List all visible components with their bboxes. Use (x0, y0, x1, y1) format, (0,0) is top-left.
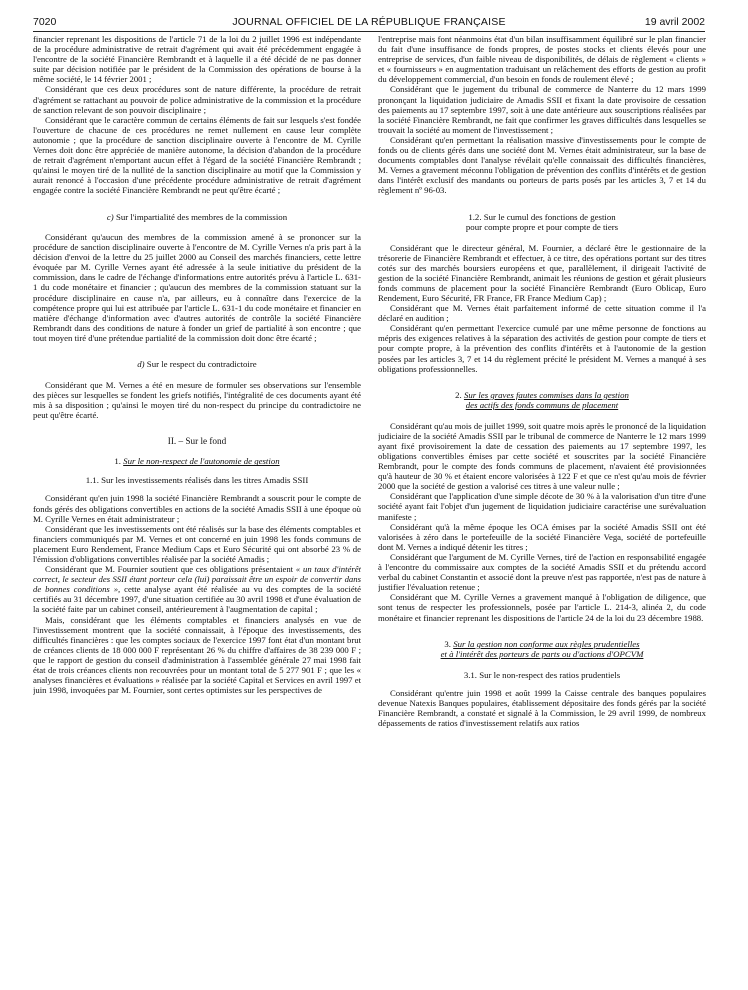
paragraph: Considérant qu'en permettant la réalisation massive d'investissements pour le compte de fonds ou de clients gérés dans une société dont M. Vernes était administrateur, sur la base de documents comptables dont l'analyse révélait qu'elle connaissait des difficultés financières, M. Vernes a gravement méconnu l'obligation de prévention des conflits d'intérêts et de gestion dans l'intérêt exclusif des mandants ou porteurs de parts posés par les articles 3, 7 et 14 du règlement nº 96-03. (378, 134, 706, 196)
paragraph: Considérant que les investissements ont été réalisés sur la base des éléments comptables et financiers communiqués par M. Vernes et ont concerné en juin 1998 les fonds communs de placement Euro Rendement, France Medium Caps et Euro Sécurité qui ont absorbé 23 % de l'émission d'obligations convertibles réalisée par la société Amadis ; (33, 523, 361, 564)
paragraph: financier reprenant les dispositions de l'article 71 de la loi du 2 juillet 1996 est indépendante de la procédure administrative de retrait d'agrément qui avait été précédemment engagée à l'encontre de la société Financière Rembrandt et à laquelle il a été décidé de ne pas donner suite par décision notifiée par le président de la Commission des opérations de bourse à la même société, le 14 février 2001 ; (33, 34, 361, 85)
paragraph: Considérant que M. Vernes a été en mesure de formuler ses observations sur l'ensemble des pièces sur lesquelles se fondent les griefs notifiés, l'intégralité de ces documents ayant été mis à sa disposition ; qu'ainsi le moyen tiré du non-respect du principe du contradictoire ne peut qu'être écarté. (33, 379, 361, 420)
heading-line: des actifs des fonds communs de placement (465, 400, 619, 411)
header-rule (33, 31, 705, 32)
heading-text: Sur l'impartialité des membres de la commission (115, 211, 288, 222)
paragraph: Considérant que l'application d'une simple décote de 30 % à la valorisation d'un titre d'une société ayant fait l'objet d'un jugement de liquidation judiciaire caractérise une surévaluation manifeste ; (378, 491, 706, 522)
paragraph: Considérant qu'à la même époque les OCA émises par la société Amadis SSII ont été valorisées à zéro dans le portefeuille de la société Financière Vega, société de portefeuille dont M. Vernes a indiqué détenir les titres ; (378, 521, 706, 552)
heading-text: Sur le non-respect de l'autonomie de gestion (123, 456, 280, 467)
heading-lead: d) (137, 359, 145, 370)
paragraph: Considérant qu'aucun des membres de la commission amené à se prononcer sur la procédure de sanction disciplinaire ouverte à l'encontre de M. Cyrille Vernes n'a pris part à la décision d'envoi de la lettre du 25 juillet 2000 au Conseil des marchés financiers, cette lettre évoquée par M. Cyrille Vernes ayant été adressée à la seule initiative du président de la commission, dans le cadre de l'échange d'informations entre autorités prévu à l'article L. 631-1 du code monétaire et financier ; qu'aucun des membres de la commission statuant sur la procédure disciplinaire en cause n'a, par ailleurs, eu à connaître dans l'exercice de la compétence propre qui lui est attribuée par l'article L. 631-1 du code monétaire et financier en matière d'échange d'information avec d'autres autorités de contrôle la société Financière Rembrandt dans des conditions de nature à fonder un grief de partialité à son encontre ; que tout moyen tiré d'une prétendue partialité de la commission doit donc être écarté ; (33, 232, 361, 343)
heading-line: Sur les graves fautes commises dans la gestion (463, 389, 629, 400)
quoted-text: « un taux d'intérêt correct, le secteur des SSII étant porteur cela (lui) paraissait être un espoir de convertir dans de bonnes conditions », (33, 564, 361, 595)
paragraph: Considérant que ces deux procédures sont de nature différente, la procédure de retrait d'agrément se rattachant au pouvoir de police administrative de la commission et la procédure de sanction relevant de son pouvoir disciplinaire ; (33, 84, 361, 115)
paragraph: Considérant qu'en juin 1998 la société Financière Rembrandt a souscrit pour le compte de fonds gérés des obligations convertibles en actions de la société Amadis SSII à une époque où M. Cyrille Vernes en était administrateur ; (33, 493, 361, 524)
section-heading-c (33, 212, 361, 223)
journal-title: JOURNAL OFFICIEL DE LA RÉPUBLIQUE FRANÇAISE (232, 16, 506, 28)
left-column (33, 34, 361, 984)
paragraph: Considérant que M. Cyrille Vernes a gravement manqué à l'obligation de diligence, que sont tenus de respecter les professionnels, posée par l'article L. 214-3, alinéa 2, du code monétaire et financier reprenant les dispositions de l'article 24 de la loi du 23 décembre 1988. (378, 592, 706, 623)
paragraph: Considérant que le caractère commun de certains éléments de fait sur lesquels s'est fondée l'ouverture de chacune de ces procédures ne remet nullement en cause leur complète autonomie ; que la procédure de sanction disciplinaire ouverte à l'encontre de M. Cyrille Vernes doit donc être appréciée de manière autonome, la décision d'abandon de la procédure de retrait d'agrément n'emportant aucun effet à l'égard de la société Financière Rembrandt ; qu'ainsi le moyen tiré de la nullité de la sanction disciplinaire au motif que la Commission y aurait renoncé à l'occasion d'une précédente procédure administrative de retrait d'agrément engagée contre la société Financière Rembrandt ne peut qu'être écarté ; (33, 114, 361, 196)
paragraph: Considérant que M. Vernes était parfaitement informé de cette situation comme il l'a déclaré en audition ; (378, 303, 706, 324)
paragraph (33, 564, 361, 614)
paragraph: Considérant que l'argument de M. Cyrille Vernes, tiré de l'action en responsabilité engagée à l'encontre du commissaire aux comptes de la société Amadis SSII et du prétendu accord verbal du cabinet Constantin et associé dont la preuve n'est pas rapportée, n'est pas de nature à justifier l'évaluation retenue ; (378, 551, 706, 593)
section-heading-II: II. – Sur le fond (167, 435, 227, 446)
paragraph: Considérant qu'au mois de juillet 1999, soit quatre mois après le prononcé de la liquidation judiciaire de la société Amadis SSII par le tribunal de commerce de Nanterre le 12 mars 1999 ayant fixé provisoirement la date de cessation des paiements au 17 septembre 1997, les obligations convertibles émises par cette société et souscrites par la société Financière Rembrandt, pour le compte des fonds communs de placement, n'avaient été provisionnées qu'à hauteur de 30 % et étaient encore valorisées à 122 F et que ce n'est qu'au mois de février 2000 que la société de gestion a valorisé ces titres à une valeur nulle ; (378, 420, 706, 492)
paragraph: Considérant que le directeur général, M. Fournier, a déclaré être le gestionnaire de la trésorerie de Financière Rembrandt et effectuer, à ce titre, des opérations portant sur des titres cotés sur des marchés boursiers européens et que, parallèlement, il dirigeait l'activité de gestion de la société Financière Rembrandt, animait les réunions de gestion et gérait plusieurs fonds communs de placement pour la société Financière Rembrandt (Euro Oblicap, Euro Rendement, Euro Sécurité, FR France, FR France Medium Cap) ; (378, 242, 706, 303)
paragraph: Considérant que le jugement du tribunal de commerce de Nanterre du 12 mars 1999 prononçant la liquidation judiciaire de Amadis SSII et fixant la date provisoire de cessation des paiements au 17 septembre 1997, soit à une date antérieure aux souscriptions réalisées par la société Financière Rembrandt, ne fait que confirmer les graves difficultés dans lesquelles se trouvait la société au moment de l'investissement ; (378, 84, 706, 135)
page-number: 7020 (33, 16, 57, 28)
heading-lead: 2. (455, 389, 462, 400)
heading-line: 1.2. Sur le cumul des fonctions de gestion (468, 211, 616, 222)
section-heading-1-2 (378, 212, 706, 233)
heading-lead: 3. (444, 638, 451, 649)
text-run: Considérant que M. Fournier soutient que ces obligations présentaient (45, 564, 294, 575)
section-heading-3 (378, 639, 706, 660)
paragraph: l'entreprise mais font néanmoins état d'un bilan insuffisamment équilibré sur le plan financier du fait d'une insuffisance de fonds propres, de postes stocks et clients élevés pour une entreprise de services, d'un faible niveau de disponibilités, de délais de règlement « clients » et « fournisseurs » en augmentation traduisant un relâchement des efforts de gestion au profit du développement commercial, d'un besoin en fonds de roulement élevé ; (378, 34, 706, 85)
text-run: cette analyse ayant été réalisée au vu des comptes de la société certifiés au 31 décembre 1997, d'une situation certifiée au 30 avril 1998 et d'une évaluation de la société faite par un cabinet conseil, antérieurement à l'augmentation de capital ; (33, 584, 361, 615)
heading-line: Sur la gestion non conforme aux règles prudentielles (453, 638, 640, 649)
page-header (33, 14, 705, 32)
paragraph: Considérant qu'en permettant l'exercice cumulé par une même personne de fonctions au mépris des exigences relatives à la séparation des activités de gestion pour compte de tiers et pour compte propre, à la prévention des conflits d'intérêts et à l'autonomie de la gestion posées par les articles 3, 7 et 14 du règlement précité le président M. Vernes a manqué à ses obligations professionnelles. (378, 323, 706, 374)
paragraph: Considérant qu'entre juin 1998 et août 1999 la Caisse centrale des banques populaires devenue Natexis Banques populaires, établissement dépositaire des fonds gérés par la société Financière Rembrandt, a constaté et signalé à la Commission, le 29 avril 1999, de nombreux dépassements de ratios d'investissement relatifs aux ratios (378, 688, 706, 729)
paragraph: Mais, considérant que les éléments comptables et financiers analysés en vue de l'investissement montrent que la société connaissait, à l'époque des investissements, des difficultés financières : que les comptes sociaux de l'exercice 1997 font état d'un montant brut de créances clients de 18 000 000 F représentant 26 % du chiffre d'affaires de 38 239 000 F ; que le rapport de gestion du conseil d'administration à l'assemblée générale 27 mai 1998 fait état de trois créances clients non recouvrées pour un montant total de 5 277 901 F ; que les « analyses financières et évaluations » réalisée par la société Capital et Services en avril 1997 et juin 1998, invoquées par M. Fournier, sont certes optimistes sur les perspectives de (33, 614, 361, 696)
section-heading-3-1: 3.1. Sur le non-respect des ratios prudentiels (463, 669, 621, 680)
heading-lead: 1. (114, 456, 121, 467)
section-heading-d (33, 359, 361, 370)
heading-text: Sur le respect du contradictoire (146, 359, 257, 370)
section-heading-1 (33, 456, 361, 467)
right-column (378, 34, 706, 984)
heading-line: et à l'intérêt des porteurs de parts ou d'actions d'OPCVM (440, 649, 644, 660)
section-heading-1-1: 1.1. Sur les investissements réalisés dans les titres Amadis SSII (85, 474, 309, 485)
heading-line: pour compte propre et pour compte de tiers (465, 222, 619, 232)
publication-date: 19 avril 2002 (644, 16, 705, 28)
heading-lead: c) (106, 211, 114, 222)
section-heading-2 (378, 390, 706, 411)
